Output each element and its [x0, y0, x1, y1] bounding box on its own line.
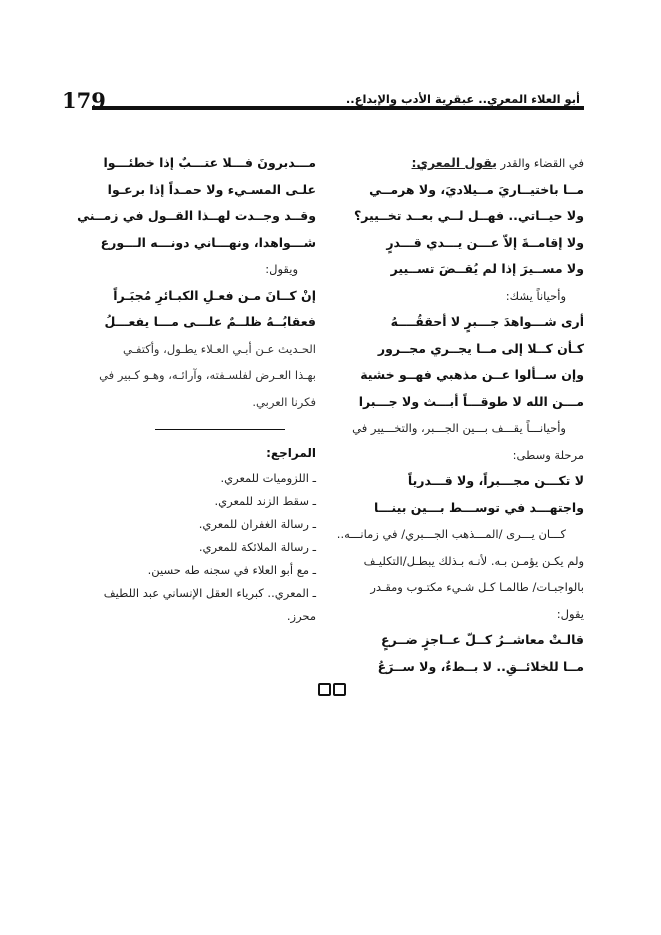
prose-line: الحـديث عـن أبـي العـلاء يطـول، وأكتفـي [123, 341, 316, 356]
verse-line: واجتهـــد في توســـط بـــين بينـــا [374, 499, 584, 515]
references-list [62, 467, 316, 628]
verse-line: مـــن الله لا طوقـــاً أبـــث ولا جـــبرا [358, 393, 584, 409]
verse-line: إنْ كــانَ مـن فعـلِ الكبـائرِ مُجبَـراً [113, 287, 316, 303]
prose-line: وأحيانـــاً يقـــف بـــين الجـــبر، والتخـــيير في [352, 421, 566, 435]
prose-line: كـــان يـــرى /المـــذهب الجـــبري/ في زمانـــه.. [336, 527, 566, 541]
right-column [330, 150, 584, 680]
prose-line: يقول: [556, 606, 584, 621]
references-title: المراجع: [266, 446, 316, 460]
verse-line: مــا للخلائــقِ.. لا بــطءٌ، ولا ســرَعُ [377, 658, 584, 674]
reference-item: ـ سقط الزند للمعري. [214, 493, 316, 508]
verse-line: قالـتْ معاشــرُ كــلّ عــاجزٍ ضــرعٍ [380, 632, 584, 647]
intro-underlined: يقول المعري: [411, 155, 497, 170]
header-rule [92, 106, 584, 110]
prose-line: بالواجبـات/ طالمـا كـل شـيء مكتـوب ومقـدر [370, 580, 584, 594]
verse-line: مـــدبرونَ فـــلا عتـــبٌ إذا خطئـــوا [103, 155, 316, 170]
reference-item: ـ اللزوميات للمعري. [220, 470, 316, 485]
references-block [62, 440, 316, 628]
end-ornament [318, 683, 346, 696]
verse-line: فعقابُــهُ ظلــمٌ علـــى مـــا يفعـــلُ [104, 314, 316, 329]
prose-line: فكرنا العربي. [252, 394, 316, 409]
verse-line: ولا إقامــةَ إلاّ عـــن يـــدي قـــدرٍ [386, 234, 584, 250]
page-number: 179 [62, 88, 106, 113]
prose-line: وأحياناً يشك: [505, 288, 566, 303]
prose-line: بهـذا العـرض لفلسـفته، وآرائـه، وهـو كـبير في [99, 368, 316, 382]
intro-prefix: في القضاء والقدر [496, 156, 584, 170]
prose-line: ويقول: [265, 262, 298, 276]
reference-item: ـ رسالة الغفران للمعري. [198, 516, 316, 531]
verse-line: كـأن كــلا إلى مــا يجــري مجــرور [377, 340, 584, 356]
left-lines [62, 150, 316, 415]
prose-line: ولم يكـن يؤمـن بـه. لأنـه بـذلك يبطـل/التكليـف [363, 553, 584, 568]
reference-item: ـ المعري.. كبرياء العقل الإنساني عبد اللطيف [103, 585, 316, 600]
right-lines [330, 177, 584, 681]
verse-line: علـى المسـيء ولا حمـداً إذا برعـوا [107, 181, 316, 197]
left-column [62, 150, 316, 415]
running-header: أبو العلاء المعري.. عبقرية الأدب والإبداع.. [345, 92, 580, 106]
reference-item: محرز. [286, 608, 316, 623]
section-divider [155, 429, 285, 430]
verse-line: أرى شـــواهدَ جـــبرٍ لا أحققُــــهُ [390, 314, 584, 329]
prose-line: مرحلة وسطى: [512, 447, 584, 462]
verse-line: ولا مســيرَ إذا لم يُقــضَ تســيير [390, 261, 584, 276]
verse-line: شـــواهدا، ونهـــاني دونـــه الـــورع [100, 234, 316, 250]
reference-item: ـ مع أبو العلاء في سجنه طه حسين. [147, 562, 316, 577]
reference-item: ـ رسالة الملائكة للمعري. [198, 539, 316, 554]
verse-line: ولا حيــاتي.. فهــل لــي بعــد تخــيير؟ [353, 208, 584, 223]
intro-line [330, 150, 584, 177]
verse-line: مــا باختيــاريَ مــيلاديَ، ولا هرمــي [369, 181, 584, 197]
verse-line: وقــد وجــدت لهــذا القــول في زمــني [77, 208, 316, 223]
verse-line: لا تكـــن مجـــبراً، ولا قـــدرياً [407, 473, 584, 488]
verse-line: وإن ســألوا عــن مذهبي فهــو خشية [360, 367, 584, 382]
